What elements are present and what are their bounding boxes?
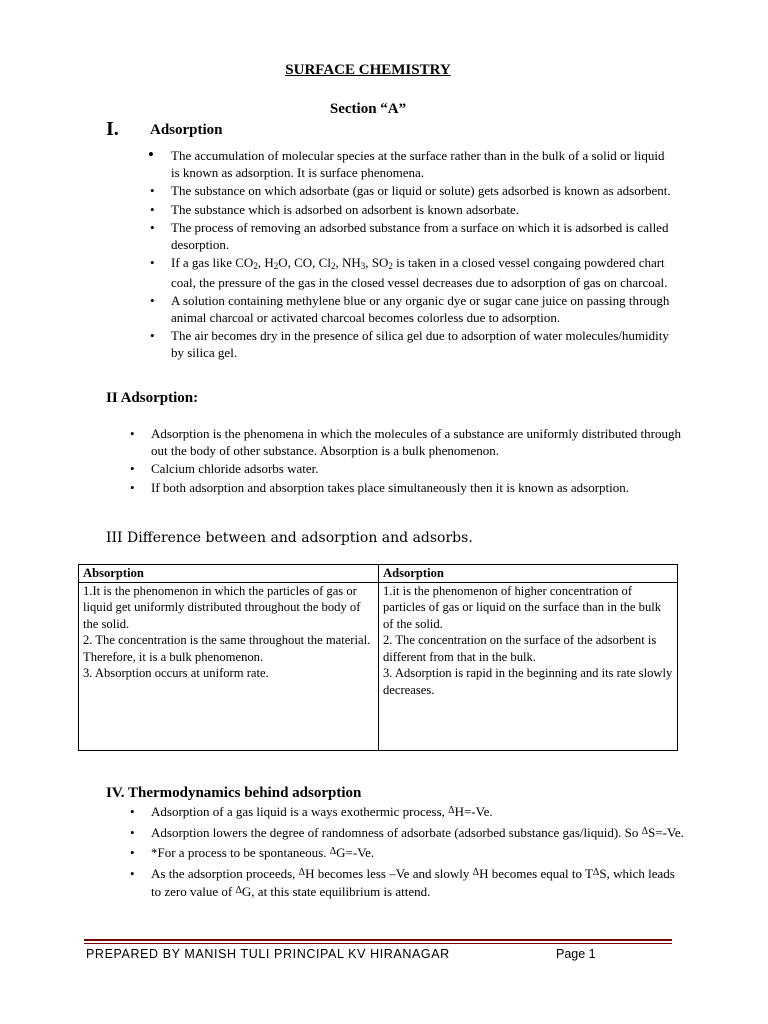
- cell-line: 1.It is the phenomenon in which the particles of gas or liquid get uniformly distributed throughout the body of the solid.: [83, 583, 361, 631]
- part1-numeral: I.: [106, 118, 119, 140]
- delta-icon: Δ: [448, 805, 455, 816]
- list-item: • The air becomes dry in the presence of silica gel due to adsorption of water molecules/humidity by silica gel.: [146, 328, 676, 361]
- part1-bullet-list: [146, 148, 676, 363]
- delta-icon: Δ: [592, 866, 600, 878]
- delta-icon: Δ: [472, 866, 480, 878]
- list-item: • The process of removing an adsorbed substance from a surface on which it is adsorbed is called desorption.: [146, 220, 676, 253]
- part2-bullet-list: [126, 426, 686, 498]
- cell-line: 3. Adsorption is rapid in the beginning and its rate slowly decreases.: [383, 666, 673, 697]
- cell-line: 3. Absorption occurs at uniform rate.: [83, 666, 269, 680]
- cell-line: 2. The concentration on the surface of the adsorbent is different from that in the bulk.: [383, 633, 657, 664]
- footer-divider-thin: [84, 943, 672, 944]
- difference-table: [78, 564, 678, 751]
- part3-heading: III Difference between and adsorption and adsorbs.: [106, 530, 473, 546]
- list-item: • As the adsorption proceeds, $^\Delta$H becomes less –Ve and slowly $^\Delta$H becomes equal to $T^\Delta S$, which leads to zero value of $^\Delta$G, at this state equilibrium is attend.: [126, 866, 686, 903]
- table-header-absorption: Absorption: [79, 565, 379, 583]
- table-header-row: [79, 565, 678, 583]
- list-item: • The substance which is adsorbed on adsorbent is known adsorbate.: [146, 202, 676, 219]
- list-item: • Adsorption lowers the degree of randomness of adsorbate (adsorbed substance gas/liquid). So $^\Delta$S=-Ve.: [126, 825, 686, 844]
- part4-heading: IV. Thermodynamics behind adsorption: [106, 785, 362, 801]
- page-title: SURFACE CHEMISTRY: [285, 62, 451, 78]
- footer-author: PREPARED BY MANISH TULI PRINCIPAL KV HIRANAGAR: [86, 947, 450, 961]
- list-item: • Adsorption of a gas liquid is a ways exothermic process, $^\Delta$H=-Ve.: [126, 804, 686, 823]
- page-number: Page 1: [556, 947, 596, 961]
- table-cell-absorption: [79, 582, 379, 751]
- cell-line: 2. The concentration is the same throughout the material. Therefore, it is a bulk phenomenon.: [83, 633, 371, 664]
- list-item: • A solution containing methylene blue or any organic dye or sugar cane juice on passing through animal charcoal or activated charcoal becomes colorless due to adsorption.: [146, 293, 676, 326]
- delta-icon: Δ: [298, 866, 306, 878]
- part1-heading: Adsorption: [150, 122, 223, 138]
- table-header-adsorption: Adsorption: [379, 565, 678, 583]
- part4-bullet-list: [126, 804, 686, 905]
- list-item-gases: • If a gas like $CO_2$, $H_2O$, CO, $Cl_2$, $NH_3$, $SO_2$ is taken in a closed vessel congaing powdered chart coal, the pressure of the gas in the closed vessel decreases due to adsorption of gas on charcoal.: [146, 255, 676, 291]
- delta-icon: Δ: [641, 825, 649, 837]
- delta-icon: Δ: [329, 846, 337, 857]
- list-item: • *For a process to be spontaneous. $^\Delta$G=-Ve.: [126, 845, 686, 864]
- table-cell-adsorption: [379, 582, 678, 751]
- list-item: • The substance on which adsorbate (gas or liquid or solute) gets adsorbed is known as adsorbent.: [146, 183, 676, 200]
- list-item: • Adsorption is the phenomena in which the molecules of a substance are uniformly distributed through out the body of other substance. Absorption is a bulk phenomenon.: [126, 426, 686, 459]
- delta-icon: Δ: [235, 885, 242, 896]
- list-item: • If both adsorption and absorption takes place simultaneously then it is known as adsorption.: [126, 480, 686, 497]
- table-row: [79, 582, 678, 751]
- footer-divider: [84, 939, 672, 941]
- cell-line: 1.it is the phenomenon of higher concentration of particles of gas or liquid on the surface than in the bulk of the solid.: [383, 583, 662, 631]
- section-title: Section “A”: [329, 101, 407, 117]
- part2-heading: II Adsorption:: [106, 390, 199, 406]
- list-item: • The accumulation of molecular species at the surface rather than in the bulk of a solid or liquid is known as adsorption. It is surface phenomena.: [146, 148, 676, 181]
- list-item: • Calcium chloride adsorbs water.: [126, 461, 686, 478]
